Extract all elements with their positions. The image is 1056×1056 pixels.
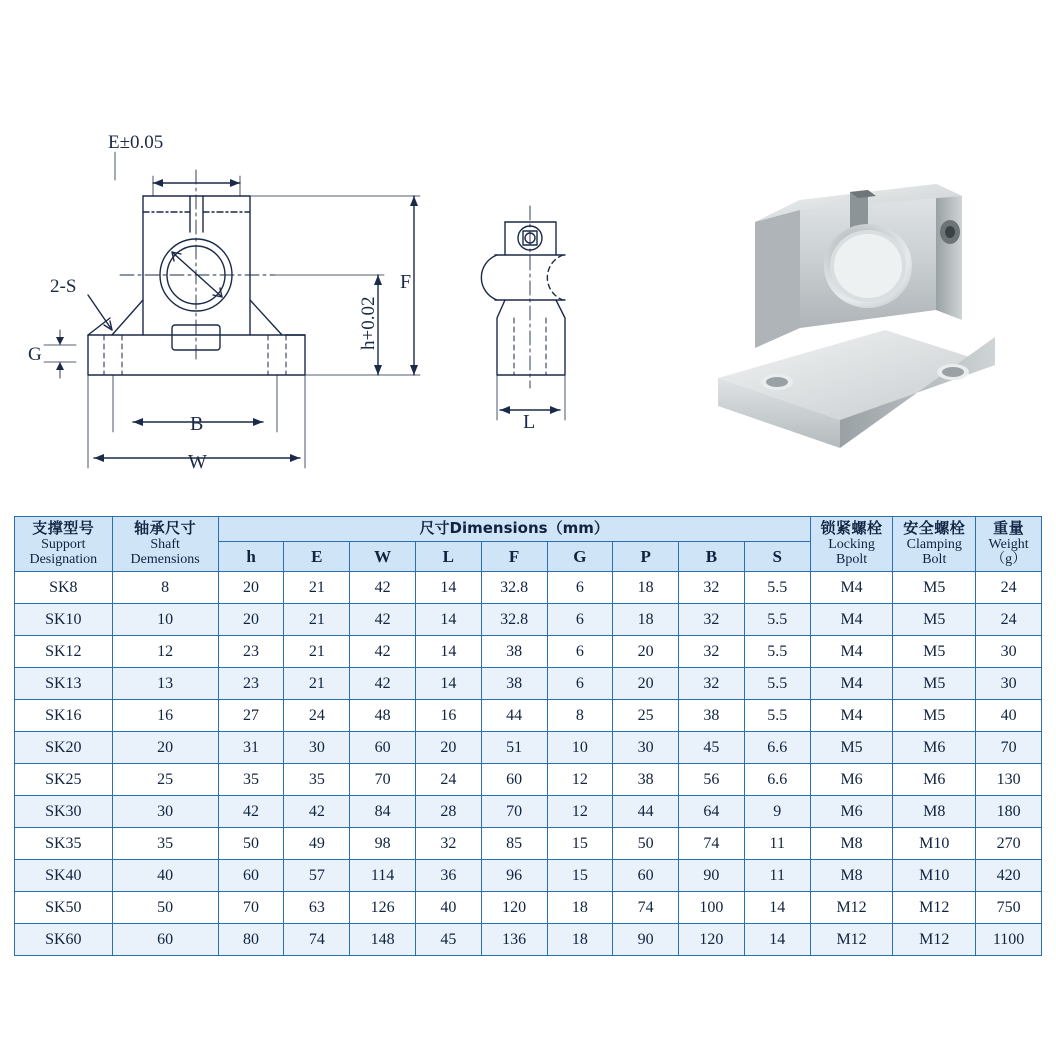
header-dim-h: h: [218, 541, 284, 571]
cell-e: 74: [284, 924, 350, 956]
cell-s: 14: [744, 892, 810, 924]
cell-designation: SK25: [15, 764, 113, 796]
cell-l: 16: [415, 700, 481, 732]
cell-p: 20: [613, 636, 679, 668]
header-shaft-dimensions: [112, 517, 218, 572]
cell-shaft: 8: [112, 572, 218, 604]
cell-g: 6: [547, 668, 613, 700]
cell-clamping-bolt: M6: [893, 764, 976, 796]
cell-b: 32: [679, 604, 745, 636]
cell-p: 25: [613, 700, 679, 732]
cell-locking-bolt: M5: [810, 732, 893, 764]
cell-weight: 24: [976, 572, 1042, 604]
cell-locking-bolt: M6: [810, 796, 893, 828]
cell-s: 5.5: [744, 700, 810, 732]
cell-designation: SK20: [15, 732, 113, 764]
cell-locking-bolt: M4: [810, 668, 893, 700]
cell-f: 96: [481, 860, 547, 892]
cell-f: 32.8: [481, 572, 547, 604]
label-b: B: [190, 413, 204, 435]
cell-e: 21: [284, 604, 350, 636]
label-2s: 2-S: [50, 276, 77, 297]
cell-l: 40: [415, 892, 481, 924]
cell-p: 74: [613, 892, 679, 924]
table-row[interactable]: [15, 860, 1042, 892]
photo-body-left: [755, 200, 800, 348]
cell-h: 31: [218, 732, 284, 764]
header-dim-g: G: [547, 541, 613, 571]
header-dim-e: E: [284, 541, 350, 571]
cell-w: 42: [350, 668, 416, 700]
cell-s: 5.5: [744, 636, 810, 668]
table-row[interactable]: [15, 796, 1042, 828]
photo-body-right: [936, 184, 962, 320]
cell-designation: SK10: [15, 604, 113, 636]
cell-designation: SK35: [15, 828, 113, 860]
cell-f: 32.8: [481, 604, 547, 636]
cell-shaft: 40: [112, 860, 218, 892]
cell-shaft: 50: [112, 892, 218, 924]
cell-locking-bolt: M6: [810, 764, 893, 796]
cell-shaft: 16: [112, 700, 218, 732]
cell-h: 35: [218, 764, 284, 796]
cell-g: 10: [547, 732, 613, 764]
label-h-tolerance: h+0.02: [358, 296, 379, 350]
table-row[interactable]: [15, 604, 1042, 636]
label-w: W: [188, 451, 207, 473]
header-locking-bolt: [810, 517, 893, 572]
cell-p: 38: [613, 764, 679, 796]
spec-table-body: [15, 572, 1042, 956]
spec-table: [14, 516, 1042, 956]
cell-f: 38: [481, 668, 547, 700]
cell-f: 120: [481, 892, 547, 924]
cell-w: 48: [350, 700, 416, 732]
cell-locking-bolt: M4: [810, 572, 893, 604]
cell-f: 44: [481, 700, 547, 732]
header-weight-cn: 重量: [993, 519, 1025, 537]
cell-l: 28: [415, 796, 481, 828]
cell-b: 74: [679, 828, 745, 860]
cell-l: 45: [415, 924, 481, 956]
cell-clamping-bolt: M5: [893, 604, 976, 636]
cell-s: 5.5: [744, 604, 810, 636]
cell-weight: 750: [976, 892, 1042, 924]
cell-h: 27: [218, 700, 284, 732]
cell-shaft: 13: [112, 668, 218, 700]
cell-p: 30: [613, 732, 679, 764]
cell-f: 51: [481, 732, 547, 764]
cell-designation: SK60: [15, 924, 113, 956]
front-view-body-right: [143, 196, 250, 335]
header-clamping-bolt-en1: Clamping: [906, 536, 962, 552]
label-f: F: [400, 271, 412, 293]
header-support-designation-cn: 支撑型号: [32, 519, 95, 537]
cell-e: 35: [284, 764, 350, 796]
cell-clamping-bolt: M10: [893, 860, 976, 892]
cell-b: 32: [679, 636, 745, 668]
header-dimensions-group-label: 尺寸Dimensions（mm）: [419, 519, 609, 538]
cell-l: 14: [415, 604, 481, 636]
cell-h: 42: [218, 796, 284, 828]
cell-s: 9: [744, 796, 810, 828]
cell-e: 24: [284, 700, 350, 732]
table-row[interactable]: [15, 668, 1042, 700]
cell-shaft: 35: [112, 828, 218, 860]
cell-b: 90: [679, 860, 745, 892]
cell-designation: SK30: [15, 796, 113, 828]
cell-shaft: 20: [112, 732, 218, 764]
cell-weight: 40: [976, 700, 1042, 732]
product-photo: [700, 170, 1030, 470]
table-row[interactable]: [15, 924, 1042, 956]
table-row[interactable]: [15, 892, 1042, 924]
header-row-1: [15, 517, 1042, 542]
cell-b: 64: [679, 796, 745, 828]
spec-table-container: [14, 516, 1042, 956]
header-dim-w: W: [350, 541, 416, 571]
cell-clamping-bolt: M12: [893, 924, 976, 956]
header-locking-bolt-cn: 锁紧螺栓: [820, 519, 883, 537]
cell-weight: 270: [976, 828, 1042, 860]
cell-l: 20: [415, 732, 481, 764]
cell-l: 32: [415, 828, 481, 860]
header-weight-en2: （g）: [991, 552, 1027, 568]
cell-locking-bolt: M8: [810, 860, 893, 892]
cell-clamping-bolt: M10: [893, 828, 976, 860]
cell-designation: SK16: [15, 700, 113, 732]
header-dimensions-group: [218, 517, 810, 542]
cell-locking-bolt: M4: [810, 700, 893, 732]
header-dim-b: B: [679, 541, 745, 571]
cell-l: 14: [415, 636, 481, 668]
leader-2s: [88, 295, 112, 330]
cell-weight: 30: [976, 636, 1042, 668]
cell-w: 84: [350, 796, 416, 828]
cell-clamping-bolt: M5: [893, 668, 976, 700]
cell-g: 18: [547, 892, 613, 924]
spec-table-head: [15, 517, 1042, 572]
header-clamping-bolt-en2: Bolt: [922, 552, 947, 568]
label-e-tolerance: E±0.05: [108, 132, 164, 153]
cell-f: 60: [481, 764, 547, 796]
cell-clamping-bolt: M8: [893, 796, 976, 828]
cell-g: 6: [547, 604, 613, 636]
cell-s: 5.5: [744, 572, 810, 604]
cell-w: 70: [350, 764, 416, 796]
cell-weight: 24: [976, 604, 1042, 636]
cell-b: 120: [679, 924, 745, 956]
cell-e: 21: [284, 668, 350, 700]
header-support-designation-en2: Designation: [29, 552, 98, 568]
cell-b: 32: [679, 572, 745, 604]
cell-locking-bolt: M12: [810, 924, 893, 956]
header-shaft-dimensions-en2: Demensions: [130, 552, 200, 568]
cell-g: 6: [547, 572, 613, 604]
cell-p: 50: [613, 828, 679, 860]
cell-clamping-bolt: M5: [893, 636, 976, 668]
cell-weight: 180: [976, 796, 1042, 828]
table-row[interactable]: [15, 700, 1042, 732]
cell-e: 21: [284, 636, 350, 668]
cell-h: 20: [218, 604, 284, 636]
cell-weight: 30: [976, 668, 1042, 700]
table-row[interactable]: [15, 572, 1042, 604]
cell-g: 12: [547, 764, 613, 796]
header-dim-p: P: [613, 541, 679, 571]
cell-h: 70: [218, 892, 284, 924]
cell-p: 60: [613, 860, 679, 892]
cell-w: 114: [350, 860, 416, 892]
cell-weight: 70: [976, 732, 1042, 764]
header-weight: [976, 517, 1042, 572]
cell-s: 6.6: [744, 732, 810, 764]
cell-e: 30: [284, 732, 350, 764]
cell-designation: SK50: [15, 892, 113, 924]
cell-p: 20: [613, 668, 679, 700]
cell-p: 44: [613, 796, 679, 828]
cell-s: 11: [744, 828, 810, 860]
cell-w: 42: [350, 604, 416, 636]
cell-w: 148: [350, 924, 416, 956]
cell-shaft: 12: [112, 636, 218, 668]
cell-e: 63: [284, 892, 350, 924]
cell-p: 18: [613, 572, 679, 604]
cell-g: 12: [547, 796, 613, 828]
cell-g: 15: [547, 828, 613, 860]
table-row[interactable]: [15, 764, 1042, 796]
label-g: G: [28, 344, 42, 365]
cell-l: 36: [415, 860, 481, 892]
cell-b: 45: [679, 732, 745, 764]
cell-clamping-bolt: M5: [893, 700, 976, 732]
table-row[interactable]: [15, 732, 1042, 764]
cell-designation: SK40: [15, 860, 113, 892]
header-support-designation-en1: Support: [41, 536, 86, 552]
cell-e: 57: [284, 860, 350, 892]
cell-l: 14: [415, 668, 481, 700]
cell-p: 18: [613, 604, 679, 636]
cell-w: 126: [350, 892, 416, 924]
cell-h: 23: [218, 636, 284, 668]
cell-e: 49: [284, 828, 350, 860]
cell-s: 5.5: [744, 668, 810, 700]
header-support-designation: [15, 517, 113, 572]
cell-f: 85: [481, 828, 547, 860]
cell-w: 60: [350, 732, 416, 764]
cell-h: 60: [218, 860, 284, 892]
header-weight-en1: Weight: [988, 536, 1029, 552]
header-shaft-dimensions-en1: Shaft: [150, 536, 180, 552]
table-row[interactable]: [15, 636, 1042, 668]
table-row[interactable]: [15, 828, 1042, 860]
header-dim-f: F: [481, 541, 547, 571]
cell-b: 100: [679, 892, 745, 924]
cell-h: 50: [218, 828, 284, 860]
cell-clamping-bolt: M12: [893, 892, 976, 924]
cell-locking-bolt: M4: [810, 636, 893, 668]
header-clamping-bolt-cn: 安全螺栓: [903, 519, 966, 537]
cell-designation: SK8: [15, 572, 113, 604]
cell-weight: 420: [976, 860, 1042, 892]
cell-w: 42: [350, 572, 416, 604]
cell-shaft: 25: [112, 764, 218, 796]
cell-designation: SK12: [15, 636, 113, 668]
cell-e: 42: [284, 796, 350, 828]
header-dim-s: S: [744, 541, 810, 571]
side-view-lower: [497, 300, 565, 375]
cell-shaft: 60: [112, 924, 218, 956]
cell-s: 6.6: [744, 764, 810, 796]
cell-g: 15: [547, 860, 613, 892]
cell-locking-bolt: M4: [810, 604, 893, 636]
cell-w: 98: [350, 828, 416, 860]
cell-weight: 130: [976, 764, 1042, 796]
cell-clamping-bolt: M5: [893, 572, 976, 604]
cell-g: 6: [547, 636, 613, 668]
cell-w: 42: [350, 636, 416, 668]
header-locking-bolt-en1: Locking: [828, 536, 875, 552]
cell-f: 70: [481, 796, 547, 828]
cell-l: 14: [415, 572, 481, 604]
label-l: L: [523, 411, 536, 433]
cell-f: 136: [481, 924, 547, 956]
cell-p: 90: [613, 924, 679, 956]
cell-locking-bolt: M12: [810, 892, 893, 924]
cell-b: 32: [679, 668, 745, 700]
cell-locking-bolt: M8: [810, 828, 893, 860]
header-shaft-dimensions-cn: 轴承尺寸: [134, 519, 197, 537]
cell-b: 56: [679, 764, 745, 796]
cell-weight: 1100: [976, 924, 1042, 956]
cell-s: 11: [744, 860, 810, 892]
cell-e: 21: [284, 572, 350, 604]
cell-f: 38: [481, 636, 547, 668]
header-dim-l: L: [415, 541, 481, 571]
header-locking-bolt-en2: Bpolt: [835, 552, 868, 568]
front-view-base: [88, 335, 305, 375]
cell-h: 20: [218, 572, 284, 604]
cell-designation: SK13: [15, 668, 113, 700]
cell-s: 14: [744, 924, 810, 956]
header-clamping-bolt: [893, 517, 976, 572]
cell-g: 8: [547, 700, 613, 732]
cell-l: 24: [415, 764, 481, 796]
product-photo-svg: [700, 170, 1030, 470]
cell-g: 18: [547, 924, 613, 956]
cell-h: 23: [218, 668, 284, 700]
cell-h: 80: [218, 924, 284, 956]
cell-shaft: 10: [112, 604, 218, 636]
cell-clamping-bolt: M6: [893, 732, 976, 764]
cell-b: 38: [679, 700, 745, 732]
cell-shaft: 30: [112, 796, 218, 828]
